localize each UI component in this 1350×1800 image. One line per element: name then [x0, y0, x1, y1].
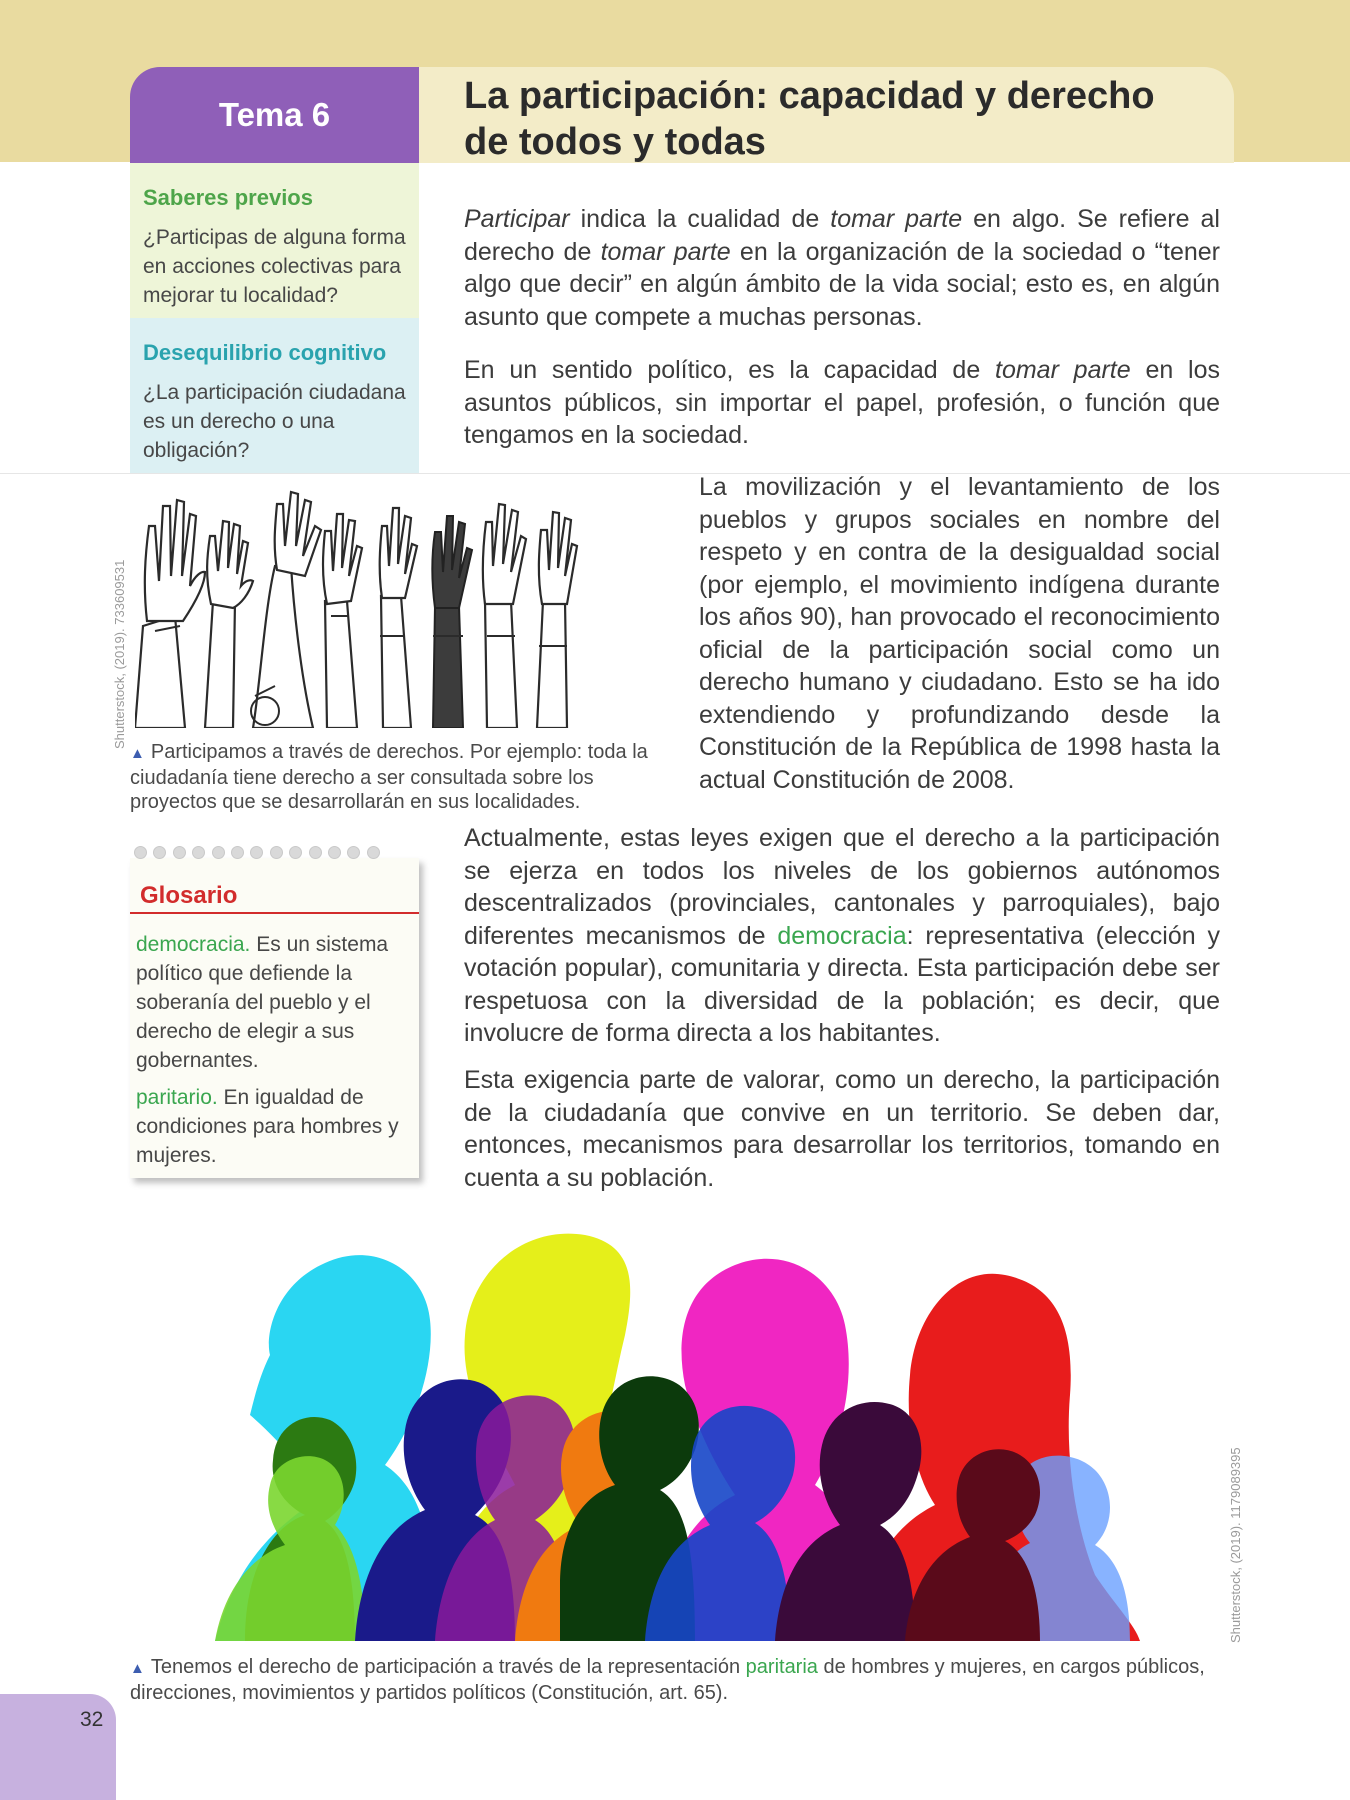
p1-text-c: en la organización de la sociedad o “tener algo que decir” en algún ámbito de la vida social; esto es, en algún asunto que compete a muchas personas. [464, 237, 1220, 331]
ring-icon [134, 846, 147, 859]
ring-icon [270, 846, 283, 859]
saberes-heading: Saberes previos [143, 185, 313, 210]
figure2-caption-text-a: Tenemos el derecho de participación a través de la representación [150, 1656, 746, 1678]
p1-em: tomar parte [830, 205, 963, 233]
ring-icon [309, 846, 322, 859]
p4-text-b: : representativa (elección y votación popular), comunitaria y directa. Esta participación debe ser respetuosa con la diversidad de la población; es decir, que involucre de forma directa a los habitantes. [464, 921, 1220, 1047]
paragraph-5: Esta exigencia parte de valorar, como un derecho, la participación de la ciudadanía que convive en un territorio. Se deben dar, entonces, mecanismos para desarrollar los territorios, tomando en cuenta a su población. [464, 1066, 1220, 1192]
title-line-1: La participación: capacidad y derecho [464, 75, 1155, 117]
p1-em-2: tomar parte [600, 237, 731, 266]
ring-icon [212, 846, 225, 859]
saberes-previos-box [130, 163, 419, 318]
glosario-heading: Glosario [140, 882, 238, 909]
glosario-term: paritario. [136, 1086, 218, 1109]
paragraph-1 [464, 203, 1220, 333]
desequilibrio-text: ¿La participación ciudadana es un derecho o una obligación? [143, 381, 406, 462]
figure1-credit: Shutterstock, (2019). 733609531 [112, 559, 127, 749]
tema-label [130, 67, 419, 163]
glosario-underline [130, 912, 419, 914]
figure2-caption [130, 1655, 1230, 1705]
ring-icon [192, 846, 205, 859]
figure2-credit: Shutterstock, (2019). 1179089395 [1228, 1447, 1243, 1643]
ring-icon [367, 846, 380, 859]
glosario-term: democracia. [136, 933, 251, 956]
figure1-caption-text: Participamos a través de derechos. Por ejemplo: toda la ciudadanía tiene derecho a ser consultada sobre los proyectos que se desarrollarán en sus localidades. [130, 741, 648, 813]
glosario-definition: En igualdad de condiciones para hombres y mujeres. [136, 1086, 399, 1167]
title-box [419, 67, 1234, 163]
p2-text-b: en los asuntos públicos, sin importar el papel, profesión, o función que tengamos en la sociedad. [464, 356, 1220, 449]
ring-icon [289, 846, 302, 859]
tema-text: Tema 6 [218, 96, 331, 133]
glosario-entry-paritario [136, 1083, 410, 1170]
p2-text-a: En un sentido político, es la capacidad de [464, 356, 995, 384]
ring-icon [347, 846, 360, 859]
ring-icon [231, 846, 244, 859]
glossary-link-democracia[interactable]: democracia [777, 921, 907, 950]
ring-icon [328, 846, 341, 859]
ring-icon [173, 846, 186, 859]
ring-icon [153, 846, 166, 859]
ring-icon [250, 846, 263, 859]
page-number: 32 [80, 1708, 104, 1731]
glosario-definition: Es un sistema político que defiende la soberanía del pueblo y el derecho de elegir a sus gobernantes. [136, 933, 389, 1072]
glosario-entry-democracia [136, 930, 410, 1075]
glossary-link-paritaria[interactable]: paritaria [745, 1656, 818, 1678]
title-line-2: de todos y todas [464, 121, 766, 163]
paragraph-3: La movilización y el levantamiento de los pueblos y grupos sociales en nombre del respeto y en contra de la desigualdad social (por ejemplo, el movimiento indígena durante los años 90), han provocado el reconocimiento oficial de la participación social como un derecho humano y ciudadano. Esto se ha ido extendiendo y profundizando desde la Constitución de la República de 1998 hasta la actual Constitución de 2008. [699, 473, 1220, 794]
figure2-caption-text-b: de hombres y mujeres, en cargos públicos, direcciones, movimientos y partidos políticos (Constitución, art. 65). [130, 1656, 1205, 1704]
p2-em: tomar parte [995, 356, 1131, 384]
term-participar: Participar [464, 205, 570, 233]
notebook-rings [134, 846, 380, 859]
p4-text-a: Actualmente, estas leyes exigen que el derecho a la participación se ejerza en todos los niveles de los gobiernos autónomos descentralizados (provinciales, cantonales y parroquiales), bajo diferentes mecanismos de [464, 824, 1220, 950]
raised-hands-illustration [135, 486, 655, 728]
glosario-box [130, 858, 419, 1178]
colorful-silhouettes-illustration [215, 1225, 1140, 1641]
figure1-caption [130, 740, 670, 814]
paragraph-2 [464, 354, 1220, 452]
page-title [464, 73, 1234, 165]
paragraph-4 [464, 822, 1220, 1050]
triangle-icon: ▲ [130, 745, 145, 762]
desequilibrio-box [130, 318, 419, 473]
p1-text-b: en algo. Se refiere al derecho de [464, 205, 1220, 266]
desequilibrio-heading: Desequilibrio cognitivo [143, 340, 387, 365]
triangle-icon: ▲ [130, 1660, 145, 1677]
p1-text-a: indica la cualidad de [569, 205, 831, 233]
glosario-entries [136, 930, 410, 1170]
saberes-text: ¿Participas de alguna forma en acciones colectivas para mejorar tu localidad? [143, 226, 406, 307]
